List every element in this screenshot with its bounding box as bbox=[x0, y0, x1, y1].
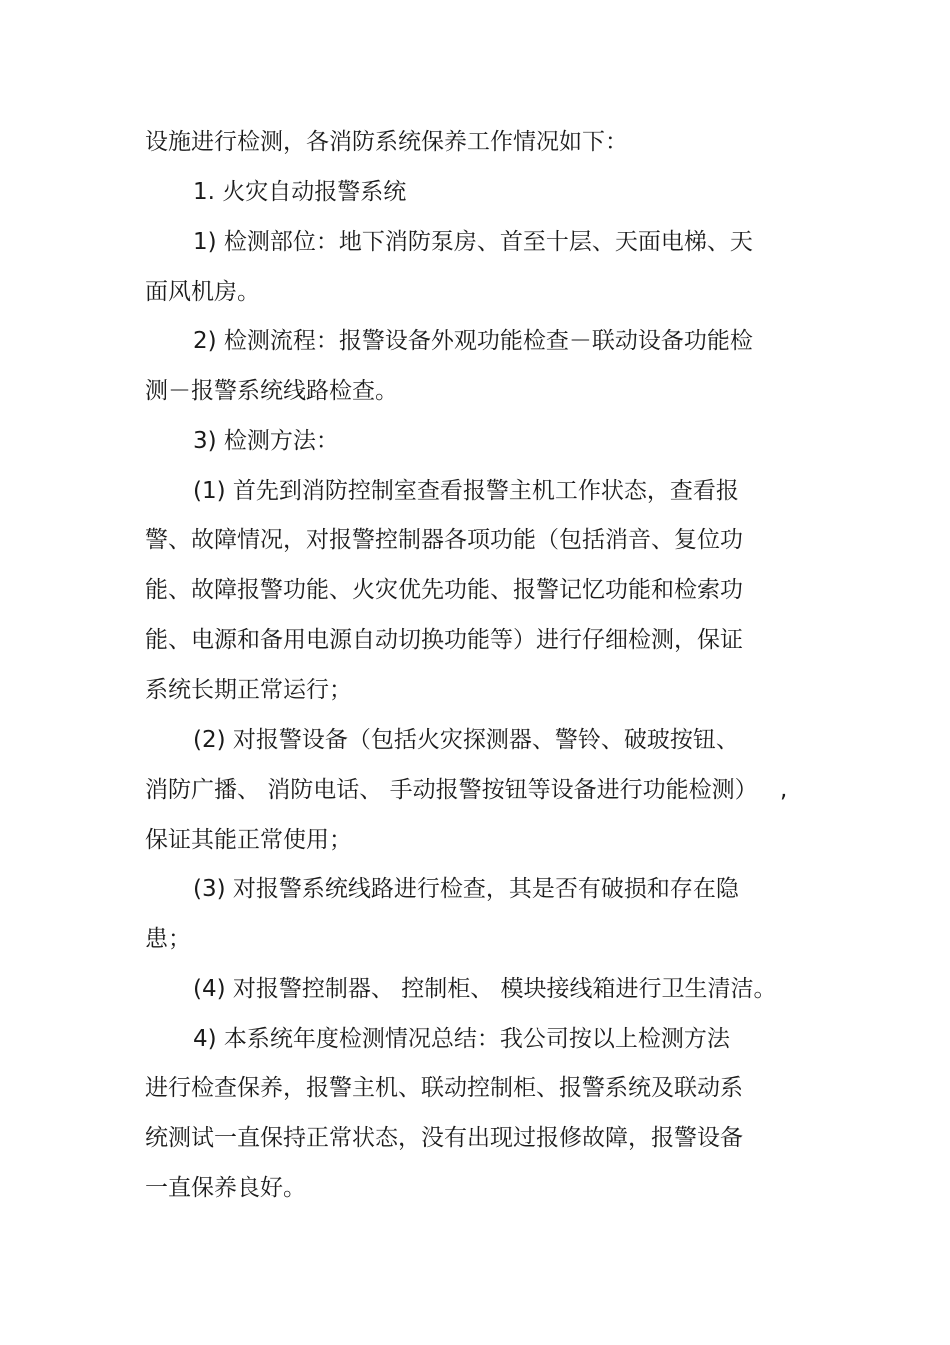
text-line: 3) 检测方法： bbox=[193, 428, 339, 454]
punctuation-mark: , bbox=[780, 777, 788, 803]
text-line: 能、故障报警功能、火灾优先功能、报警记忆功能和检索功 bbox=[145, 577, 743, 603]
text-line: 面风机房。 bbox=[145, 279, 260, 305]
section-heading: 1. 火灾自动报警系统 bbox=[193, 179, 407, 205]
text-line: 测－报警系统线路检查。 bbox=[145, 378, 398, 404]
text-line: 系统长期正常运行； bbox=[145, 677, 352, 703]
text-line: 警、故障情况，对报警控制器各项功能（包括消音、复位功 bbox=[145, 527, 743, 553]
text-line: 保证其能正常使用； bbox=[145, 827, 352, 853]
text-line: 设施进行检测，各消防系统保养工作情况如下： bbox=[145, 129, 628, 155]
text-line: 一直保养良好。 bbox=[145, 1175, 306, 1201]
text-line: 2) 检测流程：报警设备外观功能检查－联动设备功能检 bbox=[193, 328, 753, 354]
text-line: 患； bbox=[145, 926, 191, 952]
text-line: (1) 首先到消防控制室查看报警主机工作状态，查看报 bbox=[193, 478, 739, 504]
text-line: (3) 对报警系统线路进行检查，其是否有破损和存在隐 bbox=[193, 876, 739, 902]
text-line: (4) 对报警控制器、 控制柜、 模块接线箱进行卫生清洁。 bbox=[193, 976, 777, 1002]
text-line: 消防广播、 消防电话、 手动报警按钮等设备进行功能检测） bbox=[145, 777, 758, 803]
text-line: 1) 检测部位：地下消防泵房、首至十层、天面电梯、天 bbox=[193, 229, 753, 255]
text-line: (2) 对报警设备（包括火灾探测器、警铃、破玻按钮、 bbox=[193, 727, 739, 753]
text-line: 进行检查保养，报警主机、联动控制柜、报警系统及联动系 bbox=[145, 1075, 743, 1101]
text-line: 统测试一直保持正常状态，没有出现过报修故障，报警设备 bbox=[145, 1125, 743, 1151]
text-line: 4) 本系统年度检测情况总结：我公司按以上检测方法 bbox=[193, 1026, 730, 1052]
text-line: 能、电源和备用电源自动切换功能等）进行仔细检测，保证 bbox=[145, 627, 743, 653]
